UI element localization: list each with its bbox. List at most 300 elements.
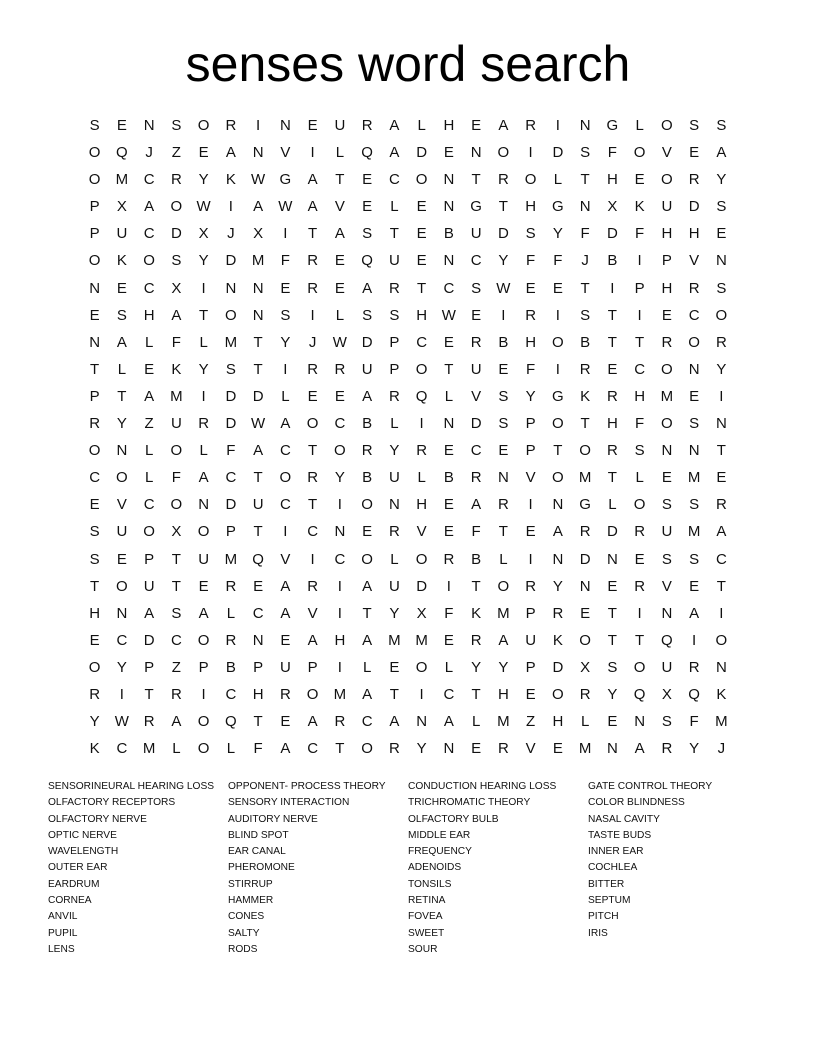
grid-letter: Y	[389, 442, 400, 460]
grid-letter: I	[555, 306, 560, 324]
grid-letter: C	[225, 469, 237, 487]
grid-letter: T	[580, 171, 590, 189]
grid-letter: F	[553, 252, 563, 270]
grid-letter: S	[280, 306, 291, 324]
word-list-item: COLOR BLINDNESS	[588, 797, 685, 809]
grid-letter: O	[579, 442, 591, 460]
grid-letter: I	[610, 279, 615, 297]
grid-letter: P	[661, 252, 672, 270]
grid-row	[81, 112, 735, 139]
grid-letter: M	[142, 740, 156, 758]
grid-letter: H	[661, 225, 673, 243]
grid-letter: O	[88, 442, 101, 460]
grid-letter: C	[143, 279, 155, 297]
grid-letter: N	[552, 496, 564, 514]
grid-letter: N	[497, 469, 509, 487]
grid-letter: O	[116, 469, 128, 487]
grid-letter: A	[689, 604, 700, 622]
grid-letter: C	[143, 171, 155, 189]
grid-letter: T	[171, 550, 181, 568]
grid-letter: R	[307, 360, 319, 378]
grid-letter: D	[688, 198, 700, 216]
grid-letter: C	[416, 333, 428, 351]
word-list-item: SENSORINEURAL HEARING LOSS	[48, 781, 215, 792]
grid-letter: T	[335, 740, 345, 758]
grid-letter: E	[525, 523, 536, 541]
grid-letter: X	[580, 658, 591, 676]
word-list-item: BLIND SPOT	[228, 829, 289, 841]
grid-letter: U	[279, 658, 291, 676]
grid-letter: S	[89, 117, 100, 134]
grid-letter: T	[444, 360, 454, 378]
grid-letter: R	[307, 252, 319, 270]
word-list-item: BITTER	[588, 878, 625, 890]
grid-letter: A	[389, 117, 400, 134]
grid-row	[81, 166, 735, 193]
grid-letter: U	[334, 117, 346, 134]
grid-letter: O	[497, 577, 510, 595]
grid-letter: E	[89, 306, 100, 324]
grid-letter: R	[361, 442, 373, 460]
grid-letter: O	[361, 740, 373, 758]
grid-letter: S	[116, 306, 127, 324]
word-list-item: EAR CANAL	[228, 846, 286, 858]
grid-letter: Q	[116, 144, 128, 162]
grid-letter: H	[89, 604, 101, 622]
grid-letter: M	[333, 685, 347, 703]
grid-letter: Y	[198, 360, 209, 378]
grid-letter: N	[688, 442, 700, 460]
grid-letter: K	[552, 631, 563, 649]
grid-letter: M	[660, 387, 674, 405]
grid-letter: I	[310, 144, 315, 162]
grid-letter: C	[307, 740, 319, 758]
grid-letter: N	[416, 713, 428, 731]
grid-letter: O	[552, 685, 564, 703]
grid-letter: Y	[389, 604, 400, 622]
grid-letter: N	[252, 306, 264, 324]
grid-row	[81, 139, 735, 166]
grid-letter: O	[552, 333, 564, 351]
grid-letter: I	[419, 685, 424, 703]
grid-letter: K	[471, 604, 482, 622]
grid-letter: Y	[716, 360, 727, 378]
grid-letter: R	[225, 577, 237, 595]
grid-letter: T	[90, 577, 100, 595]
grid-letter: C	[252, 604, 264, 622]
grid-letter: E	[362, 198, 373, 216]
grid-letter: R	[634, 577, 646, 595]
grid-letter: K	[89, 740, 100, 758]
grid-letter: S	[171, 604, 182, 622]
grid-letter: I	[310, 306, 315, 324]
grid-letter: Y	[498, 252, 509, 270]
grid-letter: O	[633, 144, 646, 162]
grid-letter: K	[171, 360, 182, 378]
grid-letter: O	[497, 144, 510, 162]
word-list-item: INNER EAR	[588, 846, 644, 858]
grid-letter: J	[308, 333, 317, 351]
grid-letter: T	[90, 360, 100, 378]
grid-row	[81, 220, 735, 247]
grid-letter: S	[89, 550, 100, 568]
grid-letter: E	[307, 117, 318, 134]
grid-letter: P	[144, 658, 155, 676]
grid-letter: R	[715, 496, 727, 514]
grid-letter: T	[253, 523, 263, 541]
grid-letter: C	[470, 252, 482, 270]
grid-letter: D	[416, 577, 428, 595]
grid-letter: M	[415, 631, 428, 649]
word-list-item: FREQUENCY	[408, 846, 472, 858]
grid-letter: I	[692, 631, 697, 649]
grid-letter: Y	[716, 171, 727, 189]
grid-letter: L	[335, 306, 345, 324]
grid-letter: E	[116, 279, 127, 297]
grid-letter: T	[389, 225, 399, 243]
grid-letter: D	[416, 144, 428, 162]
grid-letter: E	[471, 306, 482, 324]
word-list-item: OPTIC NERVE	[48, 829, 117, 841]
grid-letter: A	[498, 631, 509, 649]
grid-letter: Y	[334, 469, 345, 487]
grid-letter: O	[143, 523, 155, 541]
grid-letter: R	[661, 333, 673, 351]
grid-letter: T	[498, 523, 508, 541]
grid-letter: R	[307, 279, 319, 297]
grid-letter: U	[361, 360, 373, 378]
grid-letter: H	[552, 713, 564, 731]
grid-letter: R	[388, 523, 400, 541]
grid-letter: R	[470, 469, 482, 487]
grid-letter: T	[635, 631, 645, 649]
grid-letter: N	[116, 604, 128, 622]
grid-letter: G	[579, 496, 591, 514]
word-list-item: SEPTUM	[588, 895, 631, 907]
grid-letter: B	[471, 550, 482, 568]
grid-letter: C	[443, 685, 455, 703]
grid-letter: S	[525, 225, 536, 243]
grid-letter: M	[170, 387, 183, 405]
grid-letter: G	[552, 387, 564, 405]
grid-letter: C	[143, 225, 155, 243]
grid-letter: X	[416, 604, 427, 622]
grid-letter: E	[498, 360, 509, 378]
grid-letter: F	[607, 144, 617, 162]
grid-letter: R	[143, 713, 155, 731]
grid-letter: L	[635, 469, 644, 487]
grid-letter: N	[470, 144, 482, 162]
grid-letter: L	[553, 171, 563, 189]
grid-letter: N	[715, 252, 727, 270]
grid-row	[81, 627, 735, 654]
grid-letter: F	[171, 469, 181, 487]
grid-letter: I	[201, 685, 206, 703]
grid-row	[81, 193, 735, 220]
grid-letter: E	[389, 658, 400, 676]
word-list-item: OLFACTORY RECEPTORS	[48, 797, 176, 809]
grid-letter: H	[634, 387, 646, 405]
grid-letter: O	[633, 658, 646, 676]
grid-letter: B	[362, 469, 373, 487]
grid-letter: L	[172, 740, 181, 758]
grid-letter: E	[253, 577, 264, 595]
grid-letter: S	[580, 144, 591, 162]
grid-letter: L	[335, 144, 345, 162]
grid-letter: V	[471, 387, 482, 405]
grid-letter: J	[717, 740, 726, 758]
grid-letter: N	[279, 117, 291, 134]
grid-letter: R	[198, 415, 210, 433]
grid-letter: R	[497, 171, 509, 189]
grid-letter: Y	[525, 387, 536, 405]
grid-letter: E	[334, 279, 345, 297]
grid-letter: A	[716, 144, 727, 162]
grid-letter: S	[362, 306, 373, 324]
grid-letter: D	[361, 333, 373, 351]
grid-letter: T	[253, 333, 263, 351]
grid-letter: N	[552, 550, 564, 568]
grid-letter: U	[661, 658, 673, 676]
grid-letter: E	[689, 144, 700, 162]
grid-letter: L	[390, 198, 399, 216]
word-list-item: EARDRUM	[48, 878, 100, 890]
grid-letter: T	[171, 577, 181, 595]
word-list-item	[588, 942, 768, 958]
grid-letter: P	[525, 415, 536, 433]
grid-letter: N	[579, 198, 591, 216]
grid-letter: L	[117, 360, 127, 378]
grid-letter: E	[525, 685, 536, 703]
grid-letter: Z	[171, 658, 181, 676]
grid-letter: T	[635, 333, 645, 351]
grid-letter: Q	[225, 713, 237, 731]
grid-row	[81, 302, 735, 329]
grid-letter: K	[634, 198, 645, 216]
grid-letter: A	[198, 604, 209, 622]
grid-letter: P	[144, 550, 155, 568]
grid-letter: W	[278, 198, 293, 216]
grid-row	[81, 275, 735, 302]
grid-letter: N	[334, 523, 346, 541]
grid-letter: U	[661, 198, 673, 216]
grid-letter: R	[715, 333, 727, 351]
grid-letter: D	[170, 225, 182, 243]
grid-letter: T	[553, 442, 563, 460]
grid-letter: C	[279, 496, 291, 514]
grid-letter: I	[555, 360, 560, 378]
word-list-item: SENSORY INTERACTION	[228, 797, 350, 809]
grid-letter: O	[88, 144, 101, 162]
grid-letter: N	[116, 442, 128, 460]
grid-letter: I	[337, 658, 342, 676]
grid-letter: P	[198, 658, 209, 676]
grid-letter: T	[117, 387, 127, 405]
grid-letter: T	[335, 171, 345, 189]
grid-letter: L	[417, 117, 426, 134]
grid-letter: A	[116, 333, 127, 351]
grid-letter: O	[661, 171, 673, 189]
grid-letter: H	[497, 685, 509, 703]
word-list-item: RODS	[228, 943, 258, 955]
grid-letter: O	[415, 171, 428, 189]
grid-letter: E	[716, 225, 727, 243]
word-list	[48, 779, 788, 958]
grid-letter: R	[661, 740, 673, 758]
grid-letter: R	[525, 306, 537, 324]
grid-letter: K	[225, 171, 236, 189]
grid-letter: E	[607, 577, 618, 595]
grid-letter: A	[498, 117, 509, 134]
grid-letter: E	[443, 523, 454, 541]
grid-row	[81, 437, 735, 464]
grid-letter: A	[280, 415, 291, 433]
word-list-item: TRICHROMATIC THEORY	[408, 797, 531, 809]
grid-letter: T	[607, 333, 617, 351]
grid-letter: T	[253, 469, 263, 487]
word-list-item: PHEROMONE	[228, 862, 295, 874]
grid-letter: O	[306, 685, 319, 703]
grid-letter: T	[471, 171, 481, 189]
grid-letter: O	[688, 333, 700, 351]
grid-letter: V	[525, 740, 536, 758]
grid-letter: N	[606, 740, 618, 758]
grid-letter: A	[389, 713, 400, 731]
grid-letter: Y	[116, 658, 127, 676]
grid-letter: O	[197, 523, 210, 541]
grid-letter: U	[198, 550, 210, 568]
grid-letter: O	[661, 360, 673, 378]
grid-letter: O	[170, 198, 183, 216]
grid-letter: I	[256, 117, 261, 134]
grid-letter: R	[525, 577, 537, 595]
grid-letter: R	[388, 387, 400, 405]
grid-letter: R	[688, 171, 700, 189]
word-list-item: IRIS	[588, 927, 608, 939]
grid-letter: R	[470, 333, 482, 351]
grid-letter: Y	[607, 685, 618, 703]
word-list-item: SWEET	[408, 927, 445, 939]
grid-letter: L	[444, 658, 454, 676]
grid-letter: V	[280, 144, 291, 162]
grid-letter: L	[144, 442, 154, 460]
grid-letter: E	[89, 496, 100, 514]
grid-letter: Y	[471, 658, 482, 676]
grid-letter: U	[143, 577, 155, 595]
word-list-item: FOVEA	[408, 911, 443, 923]
grid-letter: O	[715, 306, 728, 324]
grid-letter: O	[415, 658, 428, 676]
grid-letter: D	[470, 415, 482, 433]
grid-letter: U	[388, 577, 400, 595]
grid-letter: I	[637, 306, 642, 324]
grid-letter: R	[334, 713, 346, 731]
grid-row	[81, 681, 735, 708]
grid-letter: A	[334, 225, 345, 243]
grid-letter: A	[307, 631, 318, 649]
grid-letter: E	[416, 225, 427, 243]
grid-letter: W	[332, 333, 347, 351]
grid-row	[81, 247, 735, 274]
grid-letter: E	[198, 144, 209, 162]
grid-letter: R	[279, 685, 291, 703]
grid-row	[81, 546, 735, 573]
grid-letter: C	[170, 631, 182, 649]
grid-letter: H	[606, 415, 618, 433]
grid-letter: E	[661, 306, 672, 324]
grid-letter: X	[607, 198, 618, 216]
grid-letter: T	[607, 469, 617, 487]
grid-letter: I	[419, 415, 424, 433]
grid-letter: H	[416, 306, 428, 324]
grid-letter: A	[471, 496, 482, 514]
grid-letter: C	[443, 279, 455, 297]
grid-letter: N	[579, 577, 591, 595]
grid-letter: T	[199, 306, 209, 324]
grid-letter: S	[171, 117, 182, 134]
grid-letter: O	[552, 415, 564, 433]
grid-letter: M	[715, 713, 728, 731]
grid-letter: T	[417, 279, 427, 297]
grid-letter: Z	[171, 144, 181, 162]
grid-letter: L	[580, 713, 590, 731]
grid-letter: V	[525, 469, 536, 487]
grid-letter: T	[580, 279, 590, 297]
grid-letter: E	[443, 333, 454, 351]
grid-row	[81, 329, 735, 356]
grid-letter: D	[225, 496, 237, 514]
grid-letter: J	[145, 144, 153, 162]
grid-letter: F	[526, 360, 536, 378]
grid-letter: C	[470, 442, 482, 460]
grid-letter: E	[443, 144, 454, 162]
grid-letter: X	[198, 225, 209, 243]
grid-letter: T	[716, 442, 726, 460]
grid-letter: O	[579, 631, 591, 649]
grid-letter: L	[390, 415, 399, 433]
grid-letter: G	[552, 198, 564, 216]
grid-letter: U	[116, 225, 128, 243]
grid-letter: G	[279, 171, 292, 189]
grid-letter: M	[687, 523, 701, 541]
grid-letter: R	[307, 577, 319, 595]
grid-letter: T	[607, 631, 617, 649]
grid-letter: G	[470, 198, 482, 216]
grid-letter: A	[362, 631, 373, 649]
grid-letter: I	[637, 252, 642, 270]
grid-letter: O	[361, 496, 373, 514]
grid-letter: Z	[526, 713, 536, 731]
grid-row	[81, 491, 735, 518]
grid-letter: E	[89, 631, 100, 649]
grid-row	[81, 654, 735, 681]
grid-letter: A	[280, 740, 291, 758]
grid-letter: E	[362, 523, 373, 541]
grid-letter: R	[334, 360, 346, 378]
grid-letter: P	[525, 604, 536, 622]
grid-letter: T	[471, 685, 481, 703]
grid-letter: S	[580, 306, 591, 324]
word-list-item: SALTY	[228, 927, 260, 939]
grid-letter: O	[661, 117, 673, 134]
grid-letter: N	[634, 713, 646, 731]
grid-letter: D	[497, 225, 509, 243]
grid-letter: N	[443, 198, 455, 216]
grid-letter: S	[362, 225, 373, 243]
grid-letter: L	[471, 713, 481, 731]
grid-letter: O	[306, 415, 319, 433]
grid-letter: E	[443, 631, 454, 649]
